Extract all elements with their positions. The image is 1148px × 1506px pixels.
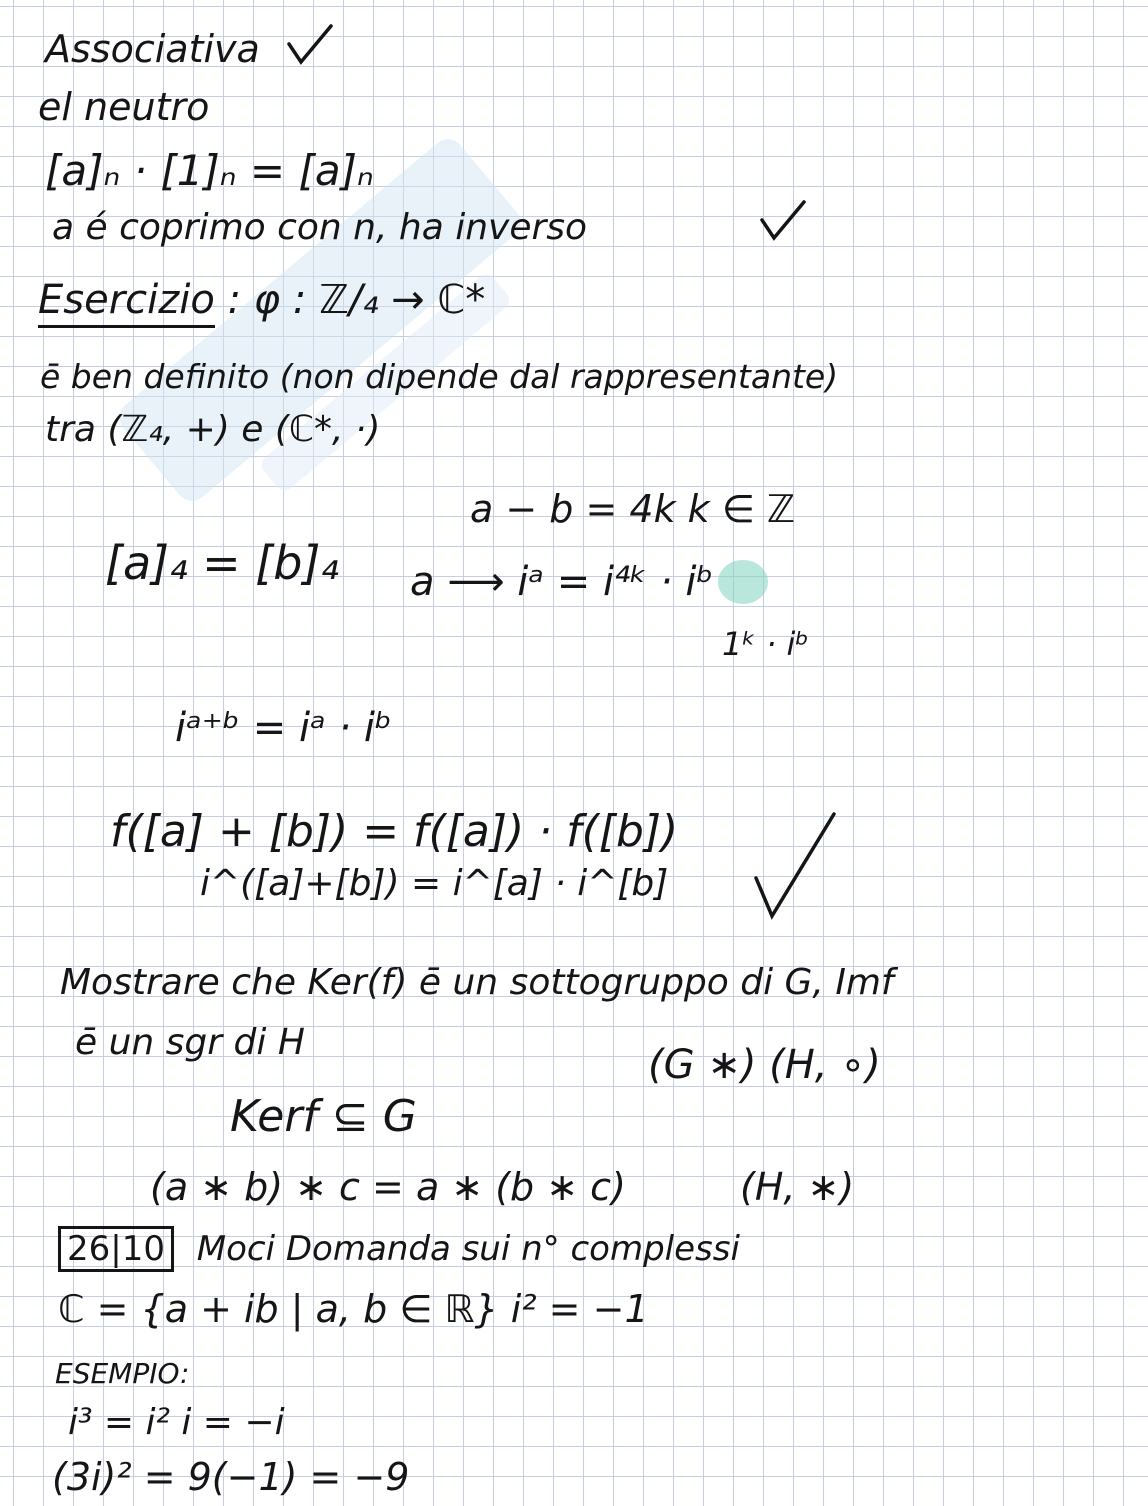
line-a-minus-b: a − b = 4k k ∈ ℤ: [470, 487, 796, 531]
line-homomorphism-i: i^([a]+[b]) = i^[a] · i^[b]: [200, 863, 669, 904]
line-tra: tra (ℤ₄, +) e (ℂ*, ·): [45, 409, 381, 450]
checkmark-icon: [750, 808, 840, 924]
checkmark-icon: [758, 198, 808, 244]
line-esercizio: [38, 277, 486, 323]
line-h-star: (H, ∗): [740, 1165, 855, 1209]
line-neutral-product: [a]ₙ · [1]ₙ = [a]ₙ: [45, 146, 374, 195]
line-mostrare: Mostrare che Ker(f) ē un sottogruppo di G, Imf: [60, 962, 894, 1003]
line-sgr: ē un sgr di H: [75, 1022, 305, 1063]
line-coprimo: a é coprimo con n, ha inverso: [52, 207, 588, 248]
checkmark-icon: [285, 22, 335, 68]
line-complex-set: ℂ = {a + ib | a, b ∈ ℝ} i² = −1: [58, 1287, 649, 1331]
line-class-equal: [a]₄ = [b]₄: [105, 536, 339, 590]
exercise-map: : φ : ℤ/₄ → ℂ*: [227, 277, 486, 323]
line-kerf: Kerf ⊆ G: [230, 1091, 417, 1142]
line-one-k: 1ᵏ · iᵇ: [722, 625, 810, 663]
line-associativa: Associativa: [45, 27, 260, 71]
line-i-cubed: i³ = i² i = −i: [68, 1402, 285, 1443]
line-date-heading: [58, 1229, 740, 1269]
highlight-mark: [718, 560, 768, 604]
date-heading-text: Moci Domanda sui n° complessi: [196, 1229, 740, 1269]
line-3i-squared: (3i)² = 9(−1) = −9: [52, 1455, 410, 1499]
line-power-sum: iᵃ⁺ᵇ = iᵃ · iᵇ: [175, 705, 393, 751]
line-power-map: a ⟶ iᵃ = i⁴ᵏ · iᵇ: [410, 559, 714, 605]
line-esempio: ESEMPIO:: [55, 1357, 190, 1390]
line-associativity: (a ∗ b) ∗ c = a ∗ (b ∗ c): [150, 1165, 626, 1209]
line-neutro: el neutro: [38, 85, 210, 129]
date-box: 26|10: [58, 1226, 174, 1272]
line-homomorphism: f([a] + [b]) = f([a]) · f([b]): [110, 806, 679, 857]
exercise-label: Esercizio: [38, 277, 215, 328]
line-ben-definito: ē ben definito (non dipende dal rappresentante): [40, 357, 839, 396]
line-groups: (G ∗) (H, ∘): [648, 1042, 881, 1088]
